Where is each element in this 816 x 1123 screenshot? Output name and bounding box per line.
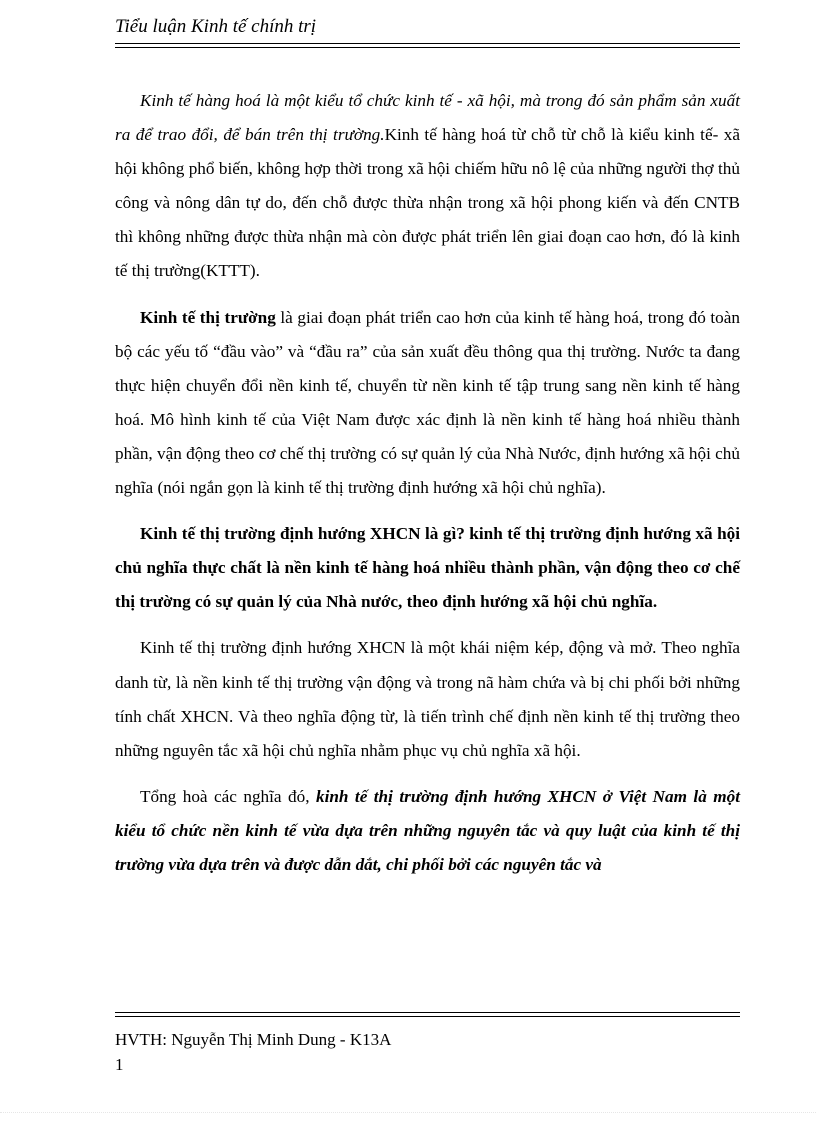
paragraph-2 — [115, 301, 740, 506]
paragraph-1 — [115, 84, 740, 289]
paragraph-2-text: là giai đoạn phát triển cao hơn của kinh tế hàng hoá, trong đó toàn bộ các yếu tố “đầu vào” và “đầu ra” của sản xuất đều thông qua thị trường. Nước ta đang thực hiện chuyển đổi nền kinh tế, chuyển từ nền kinh tế tập trung sang nền kinh tế hàng hoá. Mô hình kinh tế của Việt Nam được xác định là nền kinh tế hàng hoá nhiều thành phần, vận động theo cơ chế thị trường có sự quản lý của Nhà Nước, định hướng xã hội chủ nghĩa (nói ngắn gọn là kinh tế thị trường định hướng xã hội chủ nghĩa). — [115, 307, 740, 498]
paragraph-1-italic-definition: Kinh tế hàng hoá là một kiểu tổ chức kinh tế - xã hội, mà trong đó sản phẩm sản xuất ra để trao đổi, để bán trên thị trường. — [115, 91, 740, 145]
footer-rule-bottom — [115, 1016, 740, 1017]
footer-rule-top — [115, 1012, 740, 1013]
header-rule-bottom — [115, 47, 740, 48]
paragraph-1-text: Kinh tế hàng hoá từ chỗ từ chỗ là kiểu kinh tế- xã hội không phổ biến, không hợp thời trong xã hội chiếm hữu nô lệ của những người thợ thủ công và nông dân tự do, đến chỗ được thừa nhận trong xã hội phong kiến và đến CNTB thì không những được thừa nhận mà còn được phát triển lên giai đoạn cao hơn, đó là kinh tế thị trường(KTTT). — [115, 125, 740, 281]
paragraph-3-bold: Kinh tế thị trường định hướng XHCN là gì? kinh tế thị trường định hướng xã hội chủ nghĩa thực chất là nền kinh tế hàng hoá nhiều thành phần, vận động theo cơ chế thị trường có sự quản lý của Nhà nước, theo định hướng xã hội chủ nghĩa. — [115, 524, 740, 612]
header-rule-top — [115, 43, 740, 44]
paragraph-2-bold-term: Kinh tế thị trường — [140, 307, 276, 327]
footer-author: HVTH: Nguyễn Thị Minh Dung - K13A — [115, 1030, 392, 1049]
document-body — [115, 84, 740, 894]
paragraph-5-bold-italic: kinh tế thị trường định hướng XHCN ở Việt Nam là một kiểu tổ chức nền kinh tế vừa dựa trên những nguyên tắc và quy luật của kinh tế thị trường vừa dựa trên và được dẫn dắt, chi phối bởi các nguyên tắc và — [115, 786, 741, 874]
paragraph-4: Kinh tế thị trường định hướng XHCN là một khái niệm kép, động và mở. Theo nghĩa danh từ, là nền kinh tế thị trường vận động và trong nã hàm chứa và bị chi phối bởi những tính chất XHCN. Và theo nghĩa động từ, là tiến trình chế định nền kinh tế thị trường theo những nguyên tắc xã hội chủ nghĩa nhằm phục vụ chủ nghĩa xã hội. — [115, 638, 740, 760]
paragraph-5-text: Tổng hoà các nghĩa đó, — [140, 786, 316, 806]
page-number: 1 — [115, 1055, 124, 1074]
page-header-title: Tiểu luận Kinh tế chính trị — [115, 16, 317, 37]
paragraph-5 — [115, 780, 740, 882]
page-bottom-edge — [0, 1112, 816, 1113]
